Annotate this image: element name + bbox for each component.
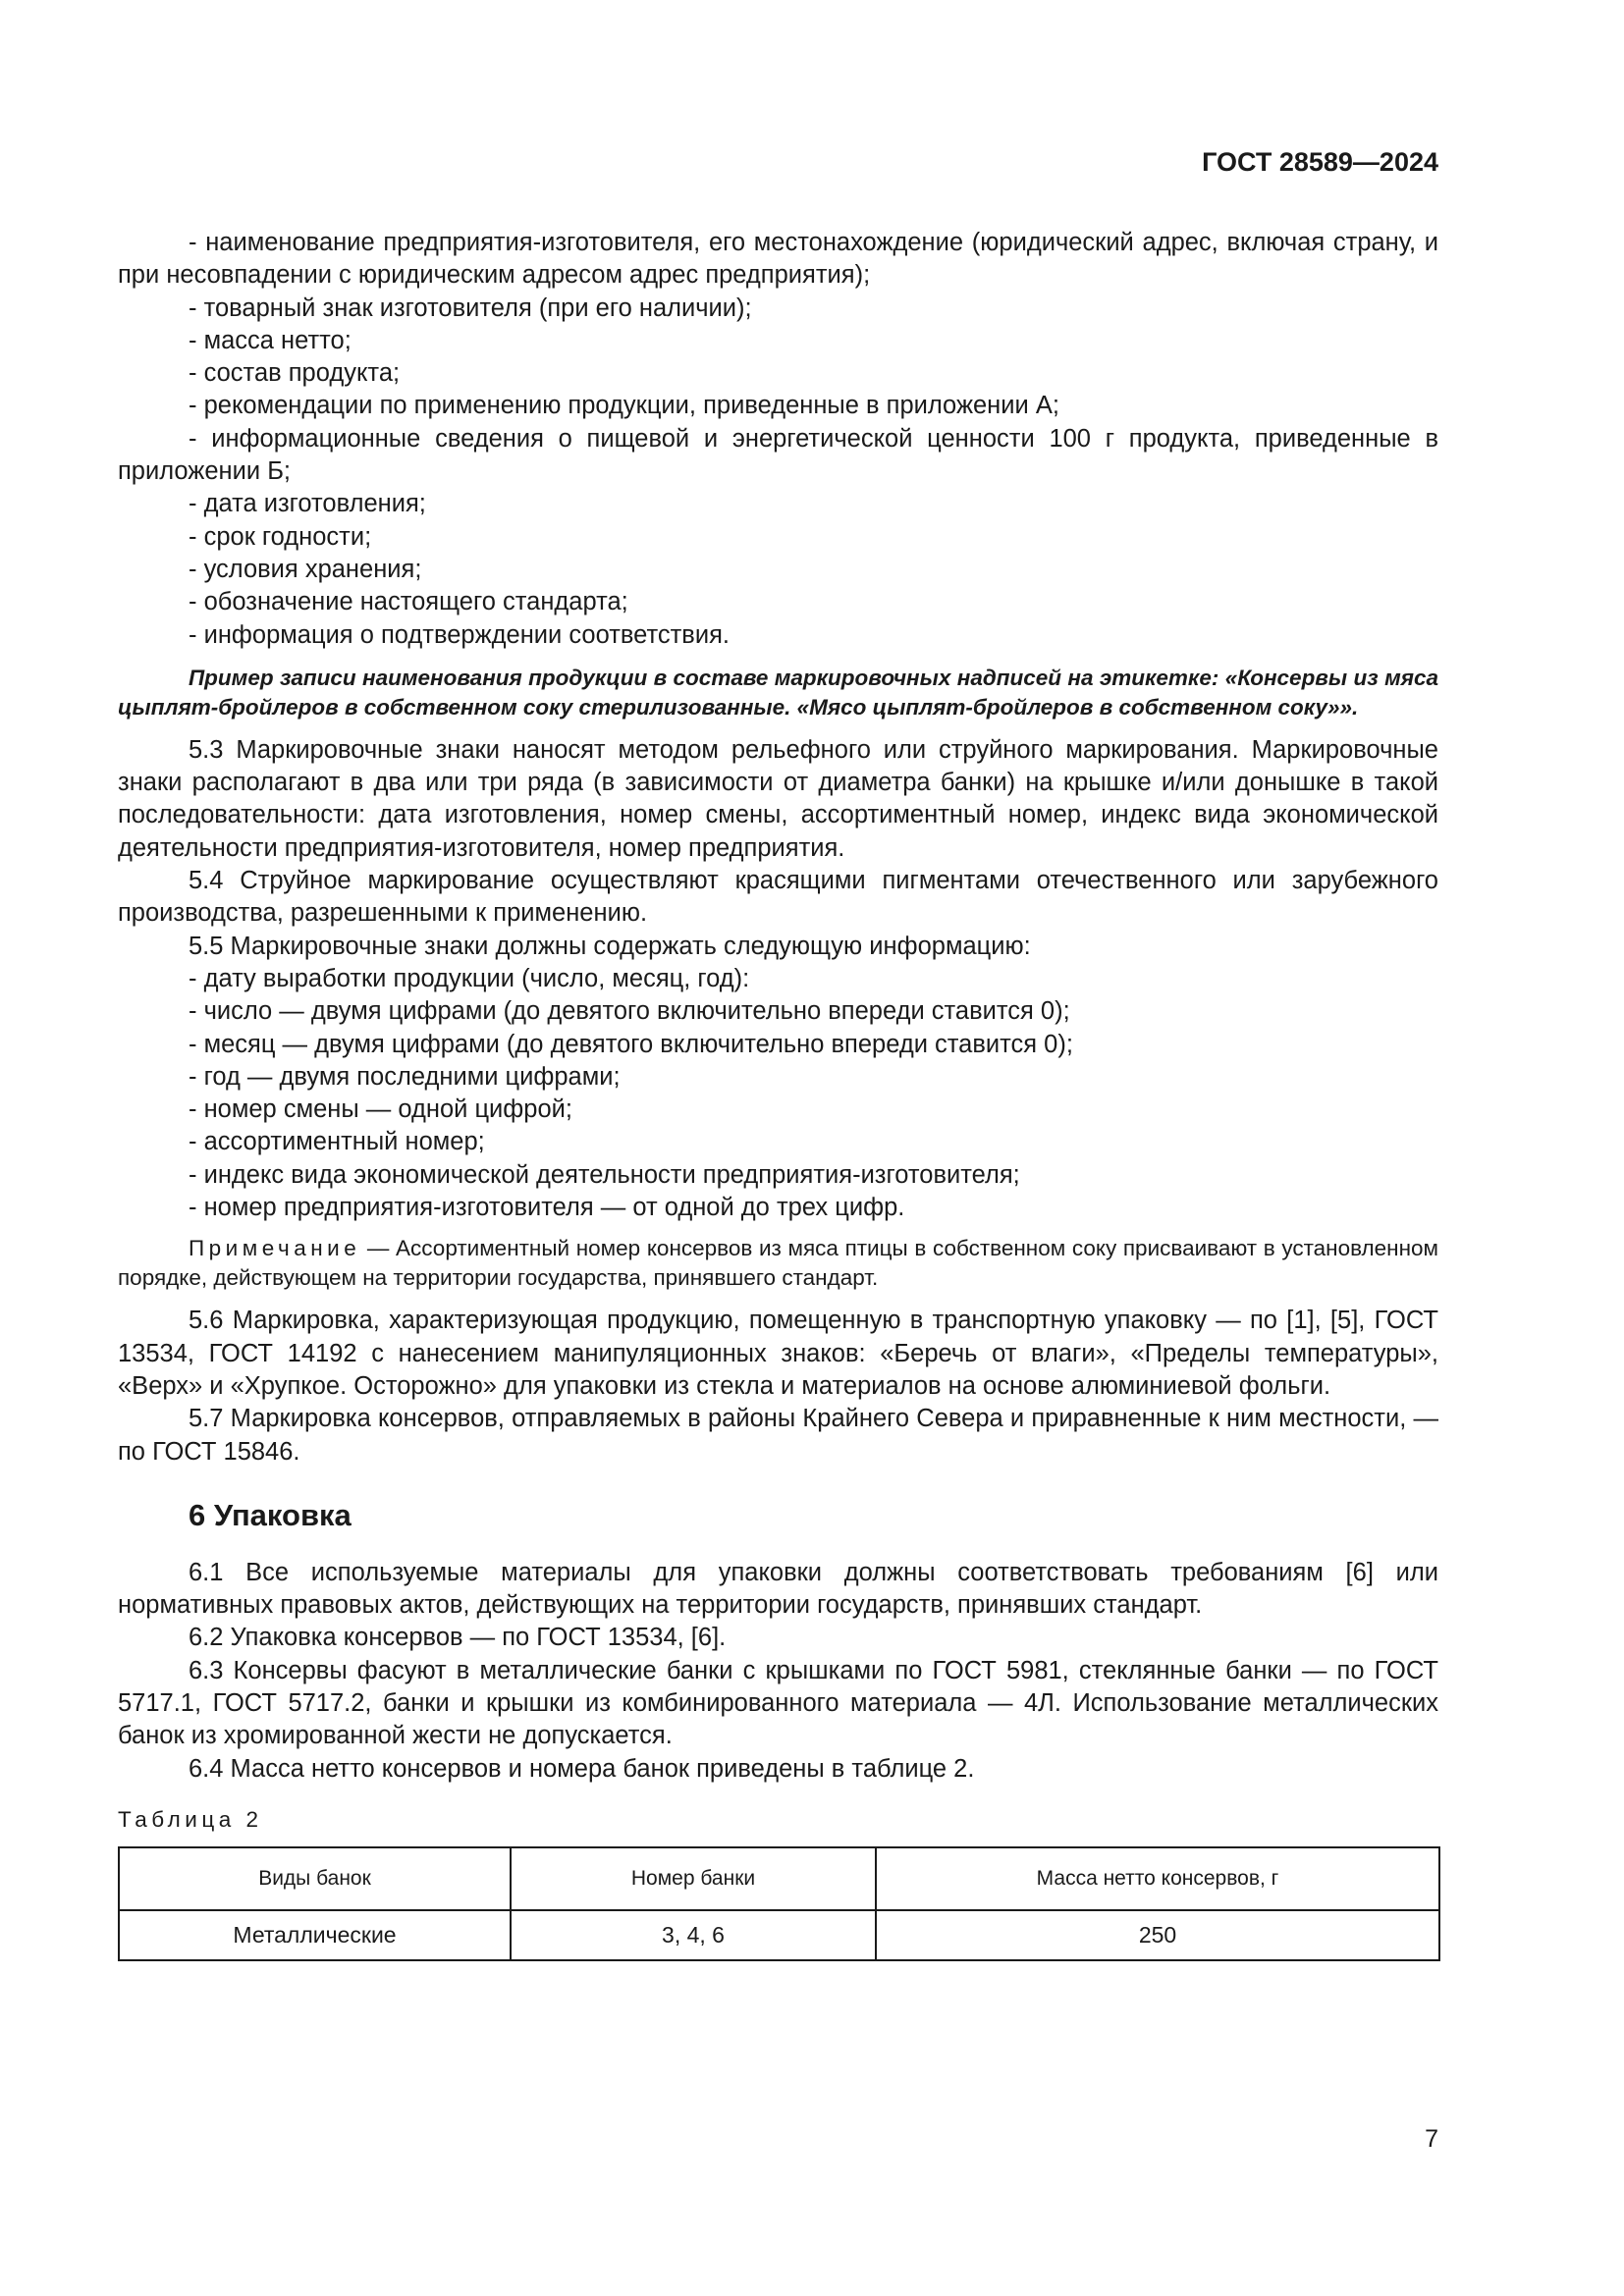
- list-item: - рекомендации по применению продукции, приведенные в приложении А;: [189, 392, 1059, 420]
- clause-6-1: 6.1 Все используемые материалы для упаковки должны соответствовать требованиям [6] или нормативных правовых актов, действующих на территории государств, принявших стандарт.: [118, 1558, 1438, 1620]
- page-number: 7: [1425, 2125, 1438, 2153]
- list-item: - товарный знак изготовителя (при его наличии);: [189, 294, 752, 322]
- table-cell: 250: [876, 1910, 1439, 1960]
- clause-5-3: 5.3 Маркировочные знаки наносят методом рельефного или струйного маркирования. Маркировочные знаки располагают в два или три ряда (в зависимости от диаметра банки) на крышке и/или донышке в такой последовательности: дата изготовления, номер смены, ассортиментный номер, индекс вида экономической деятельности предприятия-изготовителя, номер предприятия.: [118, 735, 1438, 862]
- page-content: [118, 227, 1438, 1961]
- list-item: - ассортиментный номер;: [189, 1128, 485, 1156]
- note-text: — Ассортиментный номер консервов из мяса птицы в собственном соку присваивают в установленном порядке, действующем на территории государства, принявшего стандарт.: [118, 1236, 1438, 1291]
- table-2: [118, 1846, 1440, 1961]
- list-item: - индекс вида экономической деятельности предприятия-изготовителя;: [189, 1160, 1020, 1189]
- table-row: [119, 1910, 1439, 1960]
- list-item: - год — двумя последними цифрами;: [189, 1062, 621, 1091]
- table-header-cell: Виды банок: [119, 1847, 511, 1910]
- list-item: - масса нетто;: [189, 326, 352, 354]
- list-item: - информация о подтверждении соответствия.: [189, 620, 730, 649]
- list-item: - срок годности;: [189, 522, 372, 551]
- section-heading: 6 Упаковка: [189, 1497, 352, 1532]
- example-paragraph: Пример записи наименования продукции в составе маркировочных надписей на этикетке: «Консервы из мяса цыплят-бройлеров в собственном соку стерилизованные. «Мясо цыплят-бройлеров в собственном соку»».: [118, 665, 1438, 720]
- list-item: - месяц — двумя цифрами (до девятого включительно впереди ставится 0);: [189, 1030, 1073, 1058]
- clause-5-4: 5.4 Струйное маркирование осуществляют красящими пигментами отечественного или зарубежного производства, разрешенными к применению.: [118, 867, 1438, 928]
- list-item: - число — двумя цифрами (до девятого включительно впереди ставится 0);: [189, 997, 1070, 1026]
- document-page: [118, 0, 1438, 2296]
- list-item: - информационные сведения о пищевой и энергетической ценности 100 г продукта, приведенные в приложении Б;: [118, 424, 1438, 486]
- clause-5-7: 5.7 Маркировка консервов, отправляемых в районы Крайнего Севера и приравненные к ним местности, — по ГОСТ 15846.: [118, 1405, 1438, 1466]
- list-item: - состав продукта;: [189, 359, 401, 388]
- table-header-row: [119, 1847, 1439, 1910]
- clause-5-6: 5.6 Маркировка, характеризующая продукцию, помещенную в транспортную упаковку — по [1], [5], ГОСТ 13534, ГОСТ 14192 с нанесением манипуляционных знаков: «Беречь от влаги», «Пределы температуры», «Верх» и «Хрупкое. Осторожно» для упаковки из стекла и материалов на основе алюминиевой фольги.: [118, 1307, 1438, 1400]
- document-code-header: ГОСТ 28589—2024: [1202, 147, 1438, 177]
- table-cell: Металлические: [119, 1910, 511, 1960]
- clause-6-2: 6.2 Упаковка консервов — по ГОСТ 13534, [6].: [189, 1624, 727, 1652]
- list-item: - номер смены — одной цифрой;: [189, 1095, 572, 1124]
- note-paragraph: [118, 1234, 1438, 1293]
- clause-6-4: 6.4 Масса нетто консервов и номера банок приведены в таблице 2.: [189, 1754, 975, 1783]
- list-item: - наименование предприятия-изготовителя, его местонахождение (юридический адрес, включая страну, и при несовпадении с юридическим адресом адрес предприятия);: [118, 229, 1438, 290]
- table-header-cell: Номер банки: [511, 1847, 876, 1910]
- list-item: - дату выработки продукции (число, месяц, год):: [189, 964, 750, 992]
- list-item: - обозначение настоящего стандарта;: [189, 588, 628, 616]
- table-header-cell: Масса нетто консервов, г: [876, 1847, 1439, 1910]
- clause-6-3: 6.3 Консервы фасуют в металлические банки с крышками по ГОСТ 5981, стеклянные банки — по ГОСТ 5717.1, ГОСТ 5717.2, банки и крышки из комбинированного материала — 4Л. Использование металлических банок из хромированной жести не допускается.: [118, 1656, 1438, 1750]
- table-caption: Таблица 2: [118, 1806, 263, 1832]
- list-item: - условия хранения;: [189, 555, 422, 583]
- list-item: - номер предприятия-изготовителя — от одной до трех цифр.: [189, 1194, 905, 1222]
- table-cell: 3, 4, 6: [511, 1910, 876, 1960]
- clause-5-5: 5.5 Маркировочные знаки должны содержать следующую информацию:: [189, 932, 1031, 960]
- note-label: Примечание: [189, 1236, 361, 1261]
- list-item: - дата изготовления;: [189, 490, 426, 518]
